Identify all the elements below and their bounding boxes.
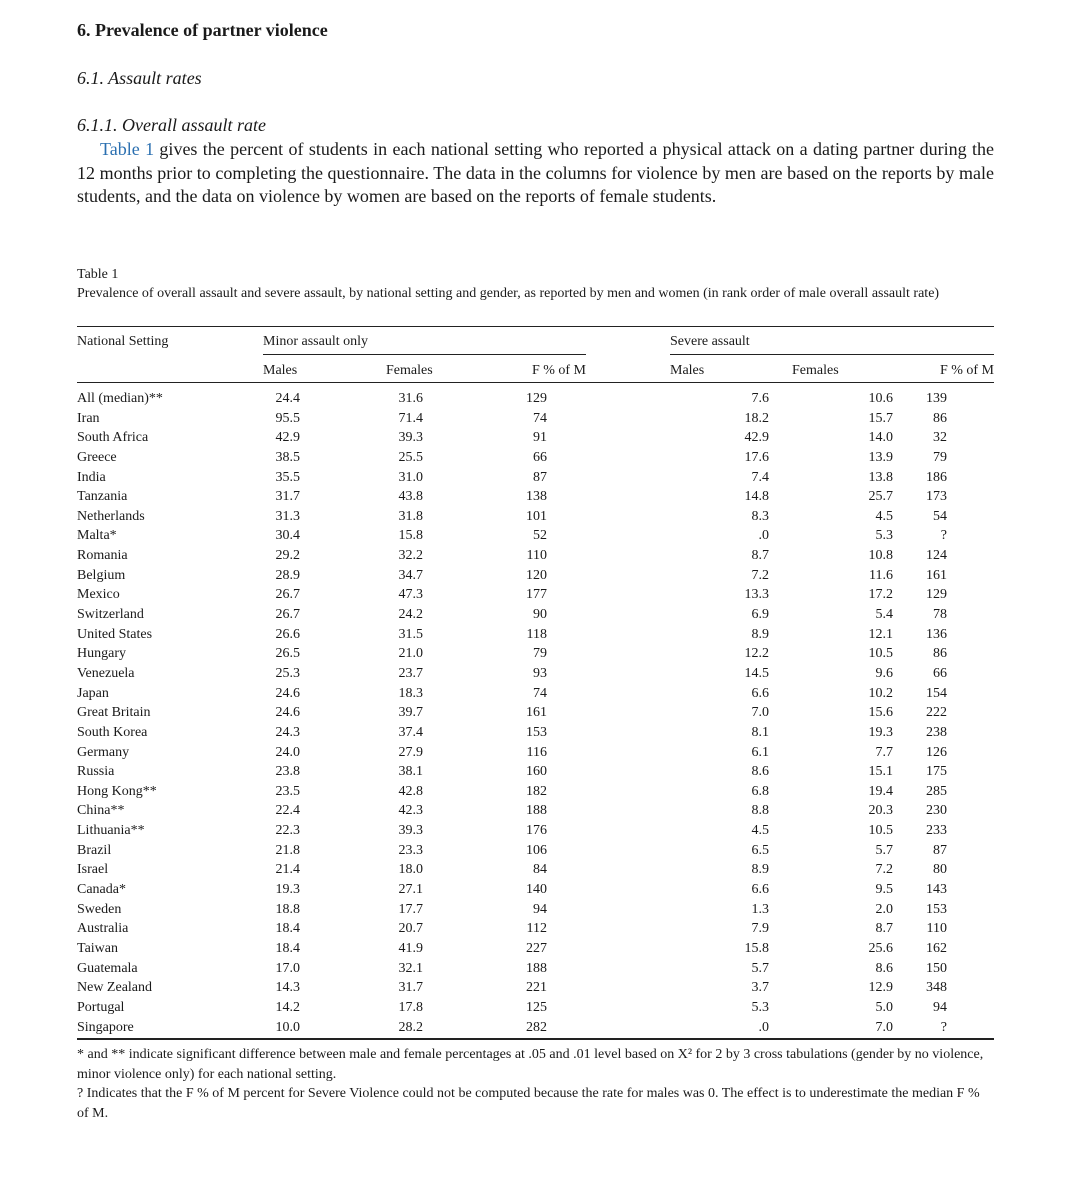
- cell-national-setting: Taiwan: [77, 940, 119, 956]
- cell-minor-fpct: 176: [526, 823, 547, 839]
- cell-national-setting: South Africa: [77, 430, 149, 446]
- cell-severe-females: 5.4: [875, 607, 893, 623]
- cell-severe-females: 12.9: [868, 980, 893, 996]
- cell-minor-males: 19.3: [275, 882, 300, 898]
- table-row: [77, 626, 994, 646]
- cell-severe-males: 3.7: [751, 980, 769, 996]
- cell-minor-males: 42.9: [275, 430, 300, 446]
- cell-severe-males: 6.6: [751, 685, 769, 701]
- table-row: [77, 449, 994, 469]
- table-row: [77, 488, 994, 508]
- table-top-rule: [77, 326, 994, 327]
- cell-severe-males: 8.7: [751, 548, 769, 564]
- cell-minor-females: 31.7: [398, 980, 423, 996]
- cell-severe-females: 7.0: [875, 1019, 893, 1035]
- cell-minor-females: 23.3: [398, 842, 423, 858]
- cell-national-setting: Japan: [77, 685, 109, 701]
- cell-national-setting: China**: [77, 803, 125, 819]
- cell-minor-fpct: 140: [526, 882, 547, 898]
- cell-minor-females: 39.7: [398, 705, 423, 721]
- footnote-question-mark: ? Indicates that the F % of M percent for Severe Violence could not be computed because the rate for males was 0. The effect is to underestimate the median F % of M.: [77, 1086, 980, 1121]
- cell-severe-fpct: 161: [926, 567, 947, 583]
- table-row: [77, 783, 994, 803]
- cell-minor-males: 14.3: [275, 980, 300, 996]
- cell-severe-fpct: 110: [926, 921, 947, 937]
- table-row: [77, 724, 994, 744]
- cell-severe-fpct: 348: [926, 980, 947, 996]
- cell-severe-females: 25.6: [868, 940, 893, 956]
- cell-minor-females: 27.1: [398, 882, 423, 898]
- cell-national-setting: Guatemala: [77, 960, 138, 976]
- cell-national-setting: Israel: [77, 862, 109, 878]
- cell-severe-fpct: 54: [933, 508, 947, 524]
- cell-severe-females: 5.7: [875, 842, 893, 858]
- table-row: [77, 861, 994, 881]
- cell-minor-males: 24.3: [275, 724, 300, 740]
- cell-minor-males: 95.5: [275, 410, 300, 426]
- cell-severe-females: 13.9: [868, 449, 893, 465]
- cell-minor-males: 18.4: [275, 940, 300, 956]
- cell-minor-fpct: 227: [526, 940, 547, 956]
- cell-national-setting: United States: [77, 626, 153, 642]
- table-row: [77, 881, 994, 901]
- cell-severe-males: 7.9: [751, 921, 769, 937]
- cell-minor-females: 47.3: [398, 587, 423, 603]
- cell-severe-fpct: 233: [926, 823, 947, 839]
- cell-severe-males: 14.8: [744, 489, 769, 505]
- table-footnotes: [77, 1045, 994, 1123]
- table-label: Table 1: [77, 267, 119, 282]
- cell-severe-females: 15.7: [868, 410, 893, 426]
- cell-minor-fpct: 90: [533, 607, 547, 623]
- table-row: [77, 665, 994, 685]
- table-row: [77, 999, 994, 1019]
- cell-minor-females: 39.3: [398, 823, 423, 839]
- cell-minor-fpct: 188: [526, 803, 547, 819]
- cell-minor-fpct: 66: [533, 449, 547, 465]
- cell-severe-females: 8.6: [875, 960, 893, 976]
- table-row: [77, 390, 994, 410]
- cell-minor-females: 18.0: [398, 862, 423, 878]
- cell-severe-males: 5.3: [751, 999, 769, 1015]
- cell-severe-fpct: 136: [926, 626, 947, 642]
- table-reference-link[interactable]: Table 1: [100, 139, 155, 159]
- table-header-rule: [77, 382, 994, 383]
- cell-minor-females: 28.2: [398, 1019, 423, 1035]
- table-row: [77, 920, 994, 940]
- cell-severe-males: 8.9: [751, 626, 769, 642]
- cell-minor-females: 42.8: [398, 783, 423, 799]
- cell-minor-fpct: 188: [526, 960, 547, 976]
- table-row: [77, 744, 994, 764]
- cell-severe-fpct: ?: [940, 1019, 947, 1035]
- cell-severe-fpct: 175: [926, 764, 947, 780]
- table-row: [77, 940, 994, 960]
- cell-severe-females: 4.5: [875, 508, 893, 524]
- cell-minor-females: 31.8: [398, 508, 423, 524]
- cell-severe-males: 7.4: [751, 469, 769, 485]
- cell-minor-males: 24.6: [275, 685, 300, 701]
- subsection-heading: 6.1. Assault rates: [77, 68, 202, 88]
- table-caption-text: Prevalence of overall assault and severe assault, by national setting and gender, as reported by men and women (in rank order of male overall assault rate): [77, 285, 940, 301]
- cell-severe-females: 10.2: [868, 685, 893, 701]
- col-header-minor-males: Males: [263, 363, 298, 378]
- cell-severe-males: 5.7: [751, 960, 769, 976]
- cell-severe-fpct: 238: [926, 724, 947, 740]
- cell-minor-females: 27.9: [398, 744, 423, 760]
- cell-minor-females: 18.3: [398, 685, 423, 701]
- cell-minor-fpct: 94: [533, 901, 547, 917]
- cell-minor-fpct: 177: [526, 587, 547, 603]
- table-row: [77, 802, 994, 822]
- cell-national-setting: Romania: [77, 548, 128, 564]
- cell-national-setting: Mexico: [77, 587, 120, 603]
- cell-severe-females: 15.6: [868, 705, 893, 721]
- cell-minor-fpct: 110: [526, 548, 547, 564]
- cell-minor-fpct: 52: [533, 528, 547, 544]
- cell-severe-males: 6.6: [751, 882, 769, 898]
- cell-national-setting: Malta*: [77, 528, 117, 544]
- cell-minor-fpct: 101: [526, 508, 547, 524]
- cell-minor-males: 24.6: [275, 705, 300, 721]
- cell-severe-fpct: 79: [933, 449, 947, 465]
- table-body: [77, 390, 994, 1038]
- cell-minor-females: 41.9: [398, 940, 423, 956]
- table-row: [77, 979, 994, 999]
- cell-severe-fpct: 124: [926, 548, 947, 564]
- cell-minor-males: 38.5: [275, 449, 300, 465]
- cell-minor-males: 22.3: [275, 823, 300, 839]
- cell-national-setting: Venezuela: [77, 665, 135, 681]
- table-row: [77, 960, 994, 980]
- cell-minor-males: 22.4: [275, 803, 300, 819]
- cell-minor-fpct: 138: [526, 489, 547, 505]
- cell-minor-fpct: 93: [533, 665, 547, 681]
- cell-severe-females: 14.0: [868, 430, 893, 446]
- cell-national-setting: Sweden: [77, 901, 122, 917]
- cell-severe-females: 13.8: [868, 469, 893, 485]
- cell-minor-males: 18.8: [275, 901, 300, 917]
- table-row: [77, 842, 994, 862]
- cell-severe-males: 8.6: [751, 764, 769, 780]
- cell-minor-fpct: 153: [526, 724, 547, 740]
- cell-severe-males: 7.2: [751, 567, 769, 583]
- cell-severe-females: 7.2: [875, 862, 893, 878]
- cell-minor-males: 10.0: [275, 1019, 300, 1035]
- cell-minor-females: 39.3: [398, 430, 423, 446]
- cell-severe-females: 10.5: [868, 823, 893, 839]
- cell-severe-males: 15.8: [744, 940, 769, 956]
- cell-national-setting: India: [77, 469, 106, 485]
- cell-minor-males: 25.3: [275, 665, 300, 681]
- table-row: [77, 527, 994, 547]
- cell-severe-fpct: 154: [926, 685, 947, 701]
- cell-minor-fpct: 87: [533, 469, 547, 485]
- cell-minor-males: 26.7: [275, 607, 300, 623]
- cell-severe-males: 8.3: [751, 508, 769, 524]
- cell-minor-males: 18.4: [275, 921, 300, 937]
- table-row: [77, 429, 994, 449]
- cell-severe-fpct: 230: [926, 803, 947, 819]
- cell-minor-females: 17.7: [398, 901, 423, 917]
- cell-national-setting: Canada*: [77, 882, 126, 898]
- cell-minor-females: 15.8: [398, 528, 423, 544]
- cell-severe-females: 20.3: [868, 803, 893, 819]
- cell-severe-fpct: 32: [933, 430, 947, 446]
- table-row: [77, 586, 994, 606]
- cell-minor-males: 29.2: [275, 548, 300, 564]
- cell-minor-females: 31.0: [398, 469, 423, 485]
- cell-national-setting: Brazil: [77, 842, 112, 858]
- cell-minor-females: 71.4: [398, 410, 423, 426]
- col-header-minor-fpct: F % of M: [531, 363, 586, 378]
- cell-severe-females: 11.6: [869, 567, 893, 583]
- cell-national-setting: All (median)**: [77, 391, 163, 406]
- cell-severe-fpct: 285: [926, 783, 947, 799]
- cell-severe-males: 4.5: [751, 823, 769, 839]
- minor-group-rule: [263, 354, 586, 355]
- severe-group-rule: [670, 354, 994, 355]
- cell-national-setting: Switzerland: [77, 607, 144, 623]
- cell-national-setting: Germany: [77, 744, 130, 760]
- cell-minor-fpct: 120: [526, 567, 547, 583]
- cell-national-setting: Hungary: [77, 646, 126, 662]
- cell-severe-males: 42.9: [744, 430, 769, 446]
- cell-national-setting: Belgium: [77, 567, 126, 583]
- table-row: [77, 508, 994, 528]
- cell-severe-fpct: 173: [926, 489, 947, 505]
- cell-severe-fpct: 129: [926, 587, 947, 603]
- cell-minor-males: 21.4: [275, 862, 300, 878]
- cell-national-setting: Singapore: [77, 1019, 134, 1035]
- cell-minor-females: 20.7: [398, 921, 423, 937]
- cell-minor-fpct: 116: [526, 744, 547, 760]
- cell-severe-males: 6.1: [751, 744, 769, 760]
- cell-minor-females: 42.3: [398, 803, 423, 819]
- cell-minor-fpct: 74: [533, 410, 547, 426]
- cell-national-setting: Tanzania: [77, 489, 128, 505]
- table-caption: [77, 266, 994, 303]
- cell-minor-females: 31.6: [398, 391, 423, 406]
- cell-minor-females: 43.8: [398, 489, 423, 505]
- cell-severe-females: 25.7: [868, 489, 893, 505]
- cell-minor-males: 24.4: [275, 391, 300, 406]
- cell-minor-males: 28.9: [275, 567, 300, 583]
- cell-minor-females: 23.7: [398, 665, 423, 681]
- cell-severe-fpct: 66: [933, 665, 947, 681]
- cell-minor-females: 17.8: [398, 999, 423, 1015]
- cell-minor-fpct: 84: [533, 862, 547, 878]
- cell-severe-females: 15.1: [868, 764, 893, 780]
- cell-minor-females: 38.1: [398, 764, 423, 780]
- table-row: [77, 547, 994, 567]
- table-row: [77, 469, 994, 489]
- footnote-significance: * and ** indicate significant difference between male and female percentages at .05 and .01 level based on X² for 2 by 3 cross tabulations (gender by no violence, minor violence only) for each national setting.: [77, 1047, 984, 1082]
- cell-minor-fpct: 161: [526, 705, 547, 721]
- cell-severe-fpct: 87: [933, 842, 947, 858]
- cell-severe-fpct: 150: [926, 960, 947, 976]
- cell-severe-fpct: 186: [926, 469, 947, 485]
- cell-minor-fpct: 118: [526, 626, 547, 642]
- cell-severe-females: 8.7: [875, 921, 893, 937]
- cell-severe-fpct: 222: [926, 705, 947, 721]
- cell-severe-males: 12.2: [744, 646, 769, 662]
- cell-minor-males: 26.7: [275, 587, 300, 603]
- table-row: [77, 822, 994, 842]
- cell-severe-males: 14.5: [744, 665, 769, 681]
- cell-severe-fpct: 162: [926, 940, 947, 956]
- table-row: [77, 567, 994, 587]
- cell-minor-females: 31.5: [398, 626, 423, 642]
- col-header-severe-fpct: F % of M: [939, 363, 994, 378]
- cell-severe-fpct: 153: [926, 901, 947, 917]
- cell-severe-females: 5.3: [875, 528, 893, 544]
- cell-minor-males: 31.3: [275, 508, 300, 524]
- cell-minor-fpct: 74: [533, 685, 547, 701]
- cell-severe-fpct: ?: [940, 528, 947, 544]
- table-row: [77, 704, 994, 724]
- table-row: [77, 685, 994, 705]
- cell-severe-males: 6.5: [751, 842, 769, 858]
- cell-severe-males: 13.3: [744, 587, 769, 603]
- cell-severe-males: 6.9: [751, 607, 769, 623]
- cell-severe-females: 19.3: [868, 724, 893, 740]
- cell-severe-females: 12.1: [868, 626, 893, 642]
- col-header-minor-females: Females: [386, 363, 433, 378]
- cell-minor-fpct: 221: [526, 980, 547, 996]
- paragraph-text: gives the percent of students in each national setting who reported a physical attack on a dating partner during the 12 months prior to completing the questionnaire. The data in the columns for violence by men are based on the reports by male students, and the data on violence by women are based on the reports of female students.: [77, 139, 994, 206]
- cell-severe-females: 10.6: [868, 391, 893, 406]
- cell-minor-fpct: 106: [526, 842, 547, 858]
- cell-minor-males: 23.8: [275, 764, 300, 780]
- cell-minor-males: 35.5: [275, 469, 300, 485]
- table-row: [77, 645, 994, 665]
- cell-national-setting: Portugal: [77, 999, 125, 1015]
- cell-severe-females: 2.0: [875, 901, 893, 917]
- cell-minor-fpct: 79: [533, 646, 547, 662]
- cell-national-setting: Hong Kong**: [77, 783, 157, 799]
- cell-severe-females: 7.7: [875, 744, 893, 760]
- table-bottom-rule: [77, 1038, 994, 1040]
- cell-minor-fpct: 129: [526, 391, 547, 406]
- col-header-severe-males: Males: [670, 363, 705, 378]
- cell-severe-males: 8.8: [751, 803, 769, 819]
- cell-severe-males: 7.6: [751, 391, 769, 406]
- cell-national-setting: Netherlands: [77, 508, 145, 524]
- cell-national-setting: New Zealand: [77, 980, 153, 996]
- cell-minor-males: 17.0: [275, 960, 300, 976]
- cell-severe-females: 19.4: [868, 783, 893, 799]
- cell-minor-males: 14.2: [275, 999, 300, 1015]
- cell-minor-males: 30.4: [275, 528, 300, 544]
- cell-national-setting: Australia: [77, 921, 129, 937]
- cell-severe-males: 1.3: [751, 901, 769, 917]
- cell-national-setting: Great Britain: [77, 705, 151, 721]
- cell-severe-females: 17.2: [868, 587, 893, 603]
- cell-severe-males: .0: [758, 528, 769, 544]
- cell-minor-fpct: 182: [526, 783, 547, 799]
- cell-national-setting: Russia: [77, 764, 115, 780]
- cell-national-setting: Lithuania**: [77, 823, 145, 839]
- cell-severe-fpct: 139: [926, 391, 947, 406]
- cell-minor-females: 21.0: [398, 646, 423, 662]
- section-heading: 6. Prevalence of partner violence: [77, 20, 328, 40]
- cell-severe-fpct: 94: [933, 999, 947, 1015]
- cell-minor-females: 34.7: [398, 567, 423, 583]
- body-paragraph: [77, 138, 994, 209]
- table-row: [77, 763, 994, 783]
- table-row: [77, 606, 994, 626]
- cell-minor-fpct: 282: [526, 1019, 547, 1035]
- cell-national-setting: Greece: [77, 449, 117, 465]
- cell-severe-males: .0: [758, 1019, 769, 1035]
- cell-severe-males: 8.1: [751, 724, 769, 740]
- cell-minor-fpct: 91: [533, 430, 547, 446]
- cell-minor-females: 32.1: [398, 960, 423, 976]
- cell-severe-males: 8.9: [751, 862, 769, 878]
- cell-severe-fpct: 78: [933, 607, 947, 623]
- cell-minor-males: 21.8: [275, 842, 300, 858]
- cell-national-setting: Iran: [77, 410, 100, 426]
- cell-minor-males: 26.5: [275, 646, 300, 662]
- col-header-severe-females: Females: [792, 363, 839, 378]
- cell-minor-females: 25.5: [398, 449, 423, 465]
- col-header-national-setting: National Setting: [77, 334, 169, 349]
- cell-minor-males: 31.7: [275, 489, 300, 505]
- cell-minor-females: 32.2: [398, 548, 423, 564]
- subsubsection-heading: 6.1.1. Overall assault rate: [77, 115, 266, 135]
- cell-minor-females: 37.4: [398, 724, 423, 740]
- cell-severe-fpct: 86: [933, 410, 947, 426]
- cell-severe-fpct: 143: [926, 882, 947, 898]
- cell-severe-males: 7.0: [751, 705, 769, 721]
- cell-minor-males: 26.6: [275, 626, 300, 642]
- cell-minor-fpct: 112: [526, 921, 547, 937]
- cell-severe-females: 5.0: [875, 999, 893, 1015]
- cell-severe-females: 10.8: [868, 548, 893, 564]
- group-header-severe-assault: Severe assault: [670, 334, 750, 349]
- cell-severe-females: 10.5: [868, 646, 893, 662]
- cell-severe-fpct: 80: [933, 862, 947, 878]
- cell-severe-males: 17.6: [744, 449, 769, 465]
- table-row: [77, 410, 994, 430]
- table-row: [77, 1019, 994, 1039]
- cell-minor-fpct: 125: [526, 999, 547, 1015]
- cell-minor-males: 24.0: [275, 744, 300, 760]
- cell-minor-males: 23.5: [275, 783, 300, 799]
- cell-severe-females: 9.5: [875, 882, 893, 898]
- group-header-minor-assault: Minor assault only: [263, 334, 368, 349]
- table-row: [77, 901, 994, 921]
- cell-severe-males: 18.2: [744, 410, 769, 426]
- cell-severe-males: 6.8: [751, 783, 769, 799]
- cell-national-setting: South Korea: [77, 724, 148, 740]
- cell-severe-fpct: 126: [926, 744, 947, 760]
- cell-severe-females: 9.6: [875, 665, 893, 681]
- cell-minor-females: 24.2: [398, 607, 423, 623]
- cell-minor-fpct: 160: [526, 764, 547, 780]
- cell-severe-fpct: 86: [933, 646, 947, 662]
